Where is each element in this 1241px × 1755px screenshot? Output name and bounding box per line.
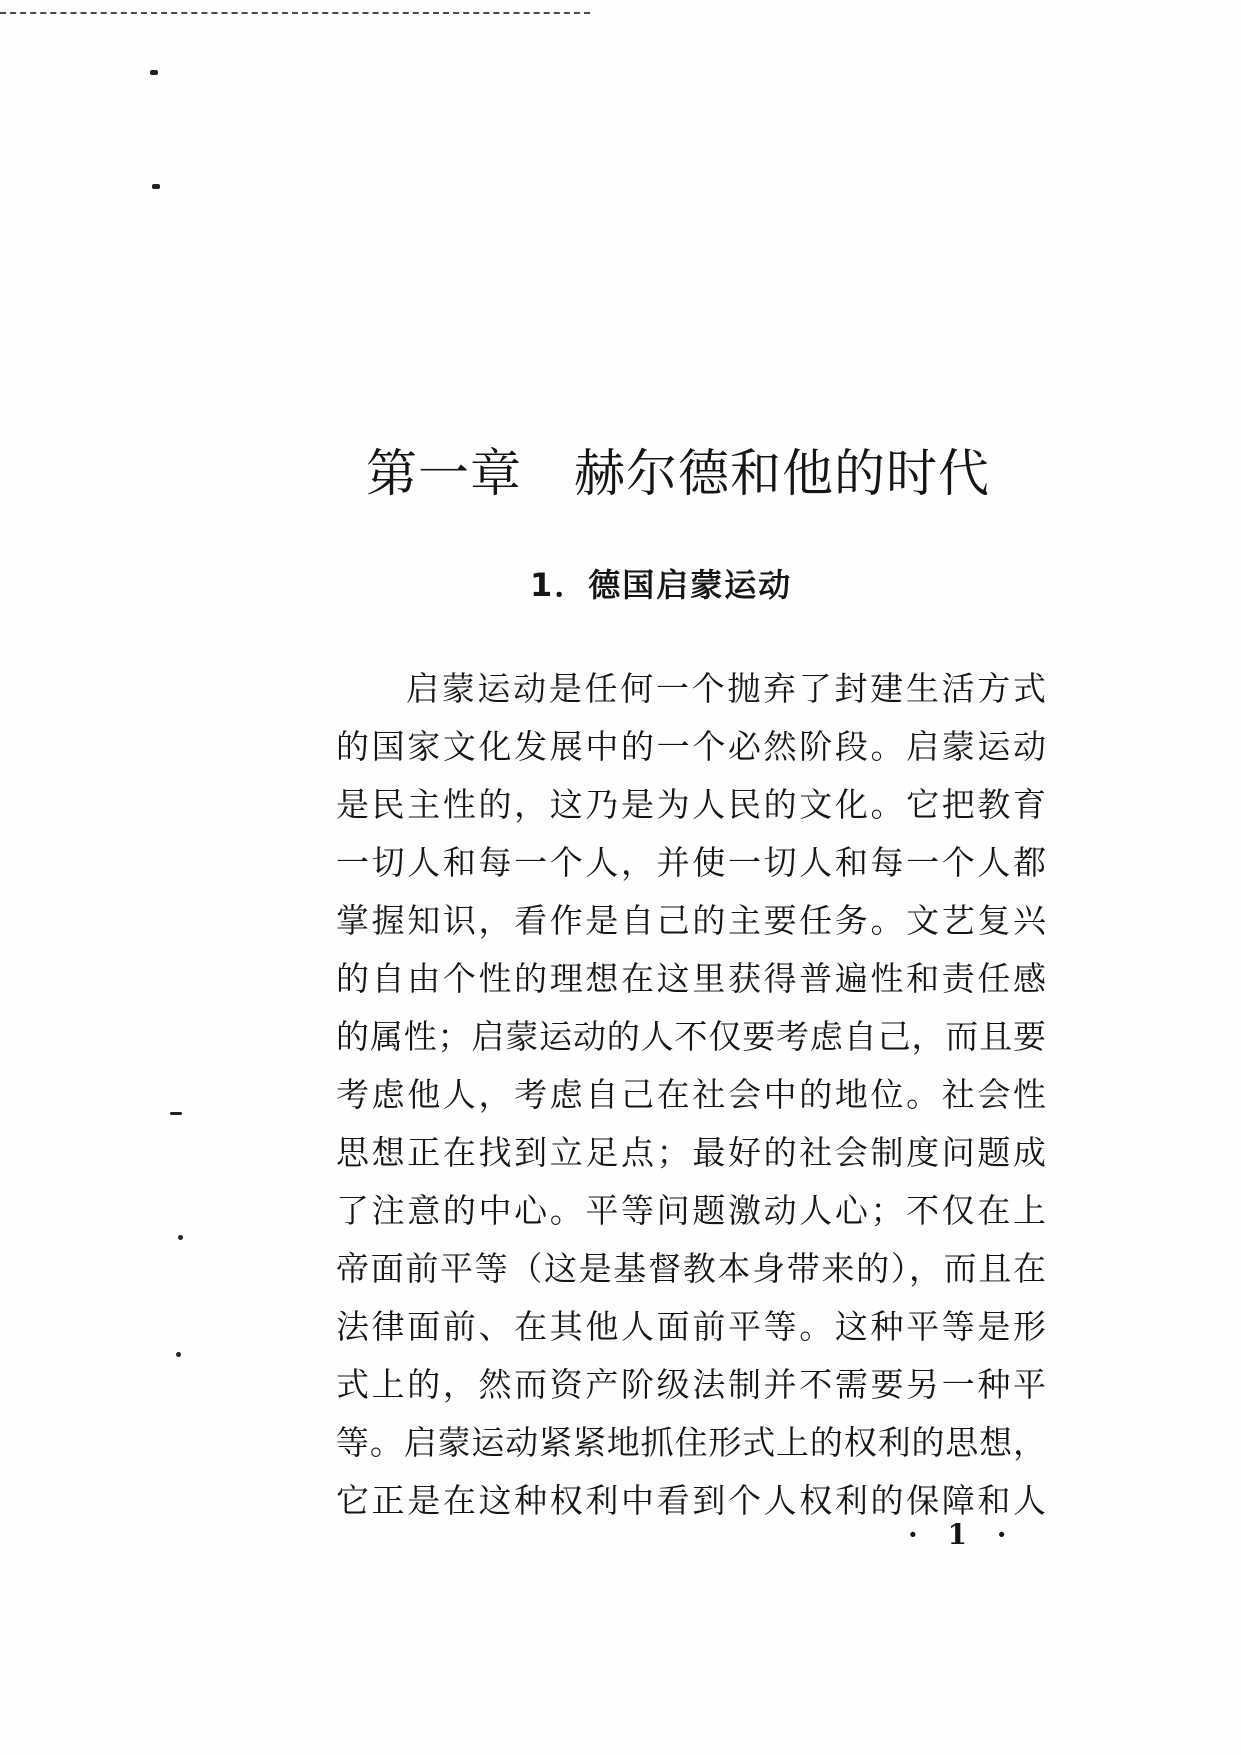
body-line: 它正是在这种权利中看到个人权利的保障和人 xyxy=(336,1481,1046,1520)
body-line: 的属性；启蒙运动的人不仅要考虑自己，而且要 xyxy=(336,1017,1046,1056)
body-line: 等。启蒙运动紧紧地抓住形式上的权利的思想， xyxy=(336,1423,1046,1462)
body-line: 了注意的中心。平等问题激动人心；不仅在上 xyxy=(336,1191,1046,1230)
body-line: 思想正在找到立足点；最好的社会制度问题成 xyxy=(336,1133,1046,1172)
body-line: 掌握知识，看作是自己的主要任务。文艺复兴 xyxy=(336,901,1046,940)
scan-border-dashes xyxy=(0,12,590,18)
body-line: 启蒙运动是任何一个抛弃了封建生活方式 xyxy=(406,669,1046,708)
scan-speck xyxy=(178,1235,183,1240)
body-line: 法律面前、在其他人面前平等。这种平等是形 xyxy=(336,1307,1046,1346)
scan-speck xyxy=(170,1112,182,1115)
body-text xyxy=(336,660,1046,1530)
body-line: 的自由个性的理想在这里获得普遍性和责任感 xyxy=(336,959,1046,998)
scan-speck xyxy=(152,184,160,189)
scan-speck xyxy=(176,1352,181,1357)
body-line: 式上的，然而资产阶级法制并不需要另一种平 xyxy=(336,1365,1046,1404)
scan-speck xyxy=(150,70,158,75)
section-title: 1．德国启蒙运动 xyxy=(530,566,793,604)
page-number: · 1 · xyxy=(908,1518,1017,1551)
body-line: 一切人和每一个人，并使一切人和每一个人都 xyxy=(336,843,1046,882)
body-line: 考虑他人，考虑自己在社会中的地位。社会性 xyxy=(336,1075,1046,1114)
body-line: 是民主性的，这乃是为人民的文化。它把教育 xyxy=(336,785,1046,824)
body-line: 的国家文化发展中的一个必然阶段。启蒙运动 xyxy=(336,727,1046,766)
body-line: 帝面前平等（这是基督教本身带来的），而且在 xyxy=(336,1249,1046,1288)
chapter-title: 第一章 赫尔德和他的时代 xyxy=(366,445,991,504)
